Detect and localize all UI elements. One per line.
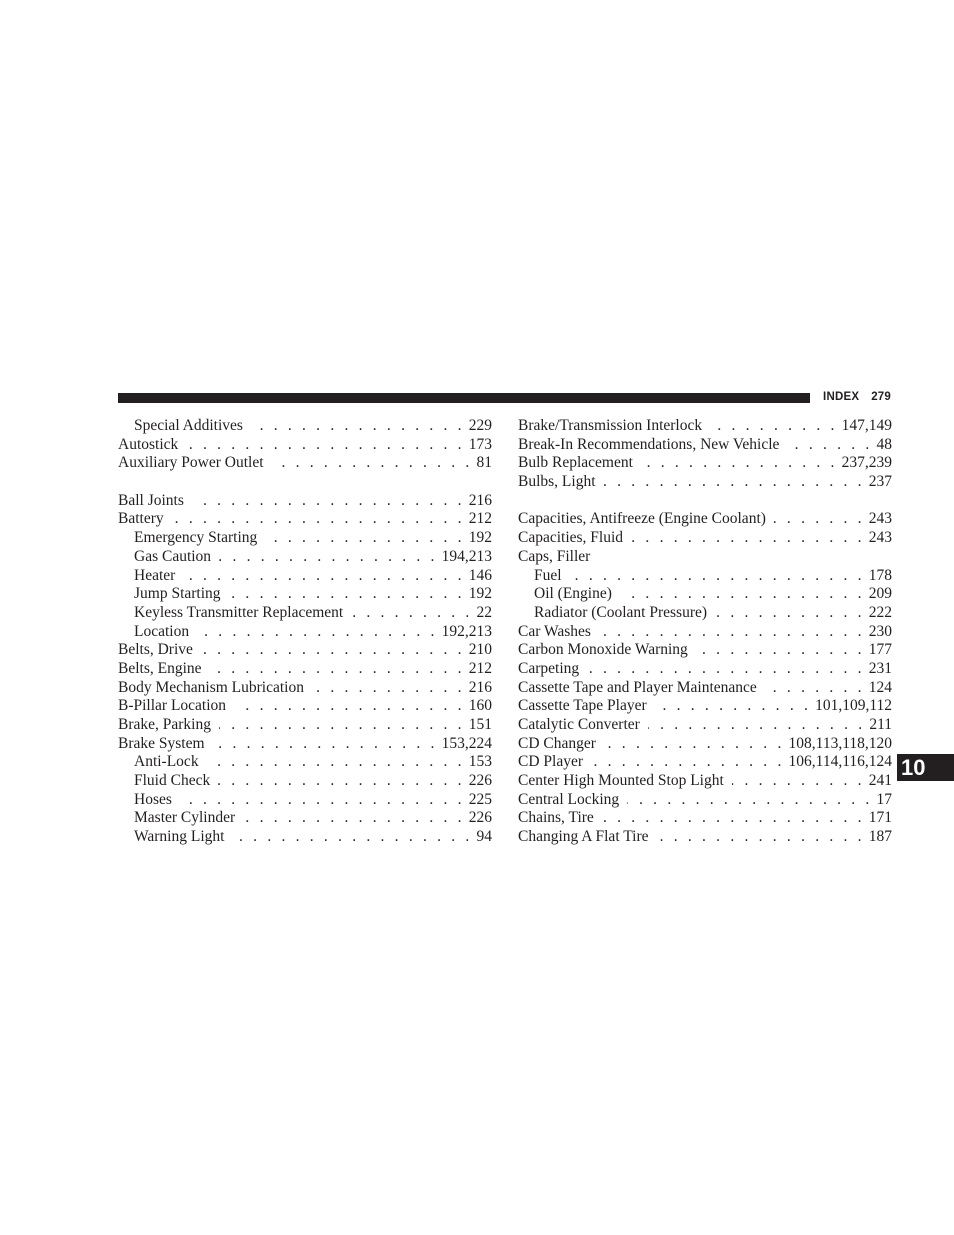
entry-page-ref: 17 xyxy=(876,790,892,808)
dot-leader xyxy=(172,510,465,529)
entry-page-ref: 147,149 xyxy=(841,417,892,434)
dot-leader xyxy=(774,510,865,529)
entry-label: Central Locking xyxy=(518,790,620,808)
index-subentry xyxy=(118,548,492,567)
dot-leader xyxy=(620,585,865,604)
index-subentry xyxy=(118,529,492,548)
entry-label: Hoses xyxy=(134,790,172,808)
index-entry xyxy=(118,454,492,473)
entry-page-ref: 187 xyxy=(868,828,892,846)
entry-page-ref: 192 xyxy=(468,585,492,603)
index-group-gap xyxy=(518,492,892,511)
entry-label: Chains, Tire xyxy=(518,809,594,827)
dot-leader xyxy=(570,567,865,586)
entry-page-ref: 222 xyxy=(868,603,892,621)
index-entry xyxy=(118,641,492,660)
dot-leader xyxy=(243,809,465,828)
entry-page-ref: 243 xyxy=(868,510,892,528)
entry-label: Cassette Tape Player xyxy=(518,697,647,715)
entry-label: B-Pillar Location xyxy=(118,697,227,715)
entry-label: Center High Mounted Stop Light xyxy=(518,772,724,790)
dot-leader xyxy=(229,585,465,604)
index-entry xyxy=(518,772,892,791)
index-entry xyxy=(118,679,492,698)
dot-leader xyxy=(787,436,872,455)
index-entry xyxy=(118,492,492,511)
entry-label: Ball Joints xyxy=(118,491,184,509)
entry-page-ref: 211 xyxy=(869,716,892,733)
index-entry xyxy=(518,809,892,828)
index-subentry xyxy=(118,417,492,436)
dot-leader xyxy=(213,735,438,754)
index-entry xyxy=(118,660,492,679)
entry-page-ref: 230 xyxy=(868,622,892,640)
entry-label: Radiator (Coolant Pressure) xyxy=(534,603,708,621)
entry-page-ref: 216 xyxy=(468,491,492,509)
dot-leader xyxy=(591,753,785,772)
dot-leader xyxy=(210,660,465,679)
entry-label: Brake/Transmission Interlock xyxy=(518,417,703,434)
entry-page-ref: 94 xyxy=(476,828,492,846)
dot-leader xyxy=(234,697,465,716)
index-entry xyxy=(518,623,892,642)
index-entry xyxy=(518,697,892,716)
index-subentry xyxy=(518,585,892,604)
entry-page-ref: 160 xyxy=(468,697,492,715)
dot-leader xyxy=(657,828,865,847)
running-header xyxy=(823,389,891,405)
entry-label: Belts, Engine xyxy=(118,659,202,677)
entry-page-ref: 106,114,116,124 xyxy=(788,753,892,771)
dot-leader xyxy=(272,454,473,473)
entry-label: Emergency Starting xyxy=(134,529,258,547)
entry-page-ref: 177 xyxy=(868,641,892,659)
index-subentry xyxy=(118,567,492,586)
entry-label: Capacities, Antifreeze (Engine Coolant) xyxy=(518,510,766,528)
entry-page-ref: 146 xyxy=(468,566,492,584)
dot-leader xyxy=(219,716,465,735)
page-number: 279 xyxy=(871,391,891,403)
entry-page-ref: 151 xyxy=(468,716,492,733)
dot-leader xyxy=(715,604,865,623)
entry-label: Break-In Recommendations, New Vehicle xyxy=(518,435,780,453)
entry-page-ref: 101,109,112 xyxy=(815,697,892,715)
index-entry xyxy=(518,791,892,810)
index-entry xyxy=(118,436,492,455)
index-entry xyxy=(518,660,892,679)
entry-label: Anti-Lock xyxy=(134,753,199,771)
entry-page-ref: 237 xyxy=(868,473,892,491)
dot-leader xyxy=(627,791,872,810)
entry-label: Brake System xyxy=(118,734,205,752)
entry-label: Battery xyxy=(118,510,164,528)
entry-label: Gas Caution xyxy=(134,547,212,565)
index-subentry xyxy=(118,791,492,810)
entry-label: Autostick xyxy=(118,435,179,453)
dot-leader xyxy=(180,791,465,810)
entry-label: Jump Starting xyxy=(134,585,221,603)
entry-label: Belts, Drive xyxy=(118,641,193,659)
dot-leader xyxy=(219,548,438,567)
index-entry xyxy=(518,454,892,473)
dot-leader xyxy=(604,735,785,754)
dot-leader xyxy=(765,679,865,698)
index-entry xyxy=(518,679,892,698)
index-entry xyxy=(118,716,492,735)
dot-leader xyxy=(602,809,865,828)
entry-page-ref: 173 xyxy=(468,435,492,453)
entry-label: Fuel xyxy=(534,566,562,584)
entry-page-ref: 226 xyxy=(468,772,492,790)
entry-label: Bulbs, Light xyxy=(518,473,596,491)
chapter-tab: 10 xyxy=(897,754,954,781)
dot-leader xyxy=(183,567,464,586)
entry-label: Catalytic Converter xyxy=(518,716,640,733)
entry-page-ref: 108,113,118,120 xyxy=(788,734,892,752)
entry-label: Carbon Monoxide Warning xyxy=(518,641,688,659)
index-entry xyxy=(518,436,892,455)
entry-label: Changing A Flat Tire xyxy=(518,828,649,846)
entry-label: Heater xyxy=(134,566,176,584)
entry-label: CD Player xyxy=(518,753,584,771)
entry-label: Cassette Tape and Player Maintenance xyxy=(518,678,757,696)
index-column-right xyxy=(518,417,892,847)
entry-label: Auxiliary Power Outlet xyxy=(118,454,264,472)
index-subentry xyxy=(118,604,492,623)
dot-leader xyxy=(251,417,465,436)
entry-page-ref: 48 xyxy=(876,435,892,453)
dot-leader xyxy=(655,697,811,716)
index-subentry xyxy=(118,809,492,828)
index-subentry xyxy=(118,623,492,642)
entry-page-ref: 226 xyxy=(468,809,492,827)
entry-label: Brake, Parking xyxy=(118,716,211,733)
entry-page-ref: 81 xyxy=(476,454,492,472)
index-subentry xyxy=(118,828,492,847)
index-entry xyxy=(518,716,892,735)
dot-leader xyxy=(587,660,865,679)
index-column-left xyxy=(118,417,492,847)
entry-label: Special Additives xyxy=(134,417,243,434)
entry-label: Bulb Replacement xyxy=(518,454,633,472)
dot-leader xyxy=(599,623,865,642)
dot-leader xyxy=(186,436,464,455)
entry-page-ref: 153,224 xyxy=(441,734,492,752)
section-title: INDEX xyxy=(823,391,860,403)
dot-leader xyxy=(312,679,465,698)
index-entry xyxy=(118,510,492,529)
index-group-gap xyxy=(118,473,492,492)
entry-label: Warning Light xyxy=(134,828,225,846)
index-entry xyxy=(518,735,892,754)
index-entry xyxy=(518,510,892,529)
entry-page-ref: 153 xyxy=(468,753,492,771)
index-subentry xyxy=(518,604,892,623)
entry-page-ref: 124 xyxy=(868,678,892,696)
index-entry xyxy=(118,735,492,754)
dot-leader xyxy=(232,828,472,847)
entry-page-ref: 237,239 xyxy=(841,454,892,472)
entry-page-ref: 212 xyxy=(468,659,492,677)
dot-leader xyxy=(696,641,865,660)
entry-page-ref: 231 xyxy=(868,659,892,677)
index-entry xyxy=(518,828,892,847)
entry-page-ref: 210 xyxy=(468,641,492,659)
dot-leader xyxy=(201,641,465,660)
dot-leader xyxy=(641,454,838,473)
entry-page-ref: 22 xyxy=(476,603,492,621)
index-entry xyxy=(118,697,492,716)
index-entry xyxy=(518,473,892,492)
entry-label: Fluid Check xyxy=(134,772,211,790)
entry-page-ref: 216 xyxy=(468,678,492,696)
entry-label: CD Changer xyxy=(518,734,596,752)
entry-label: Oil (Engine) xyxy=(534,585,612,603)
index-subentry xyxy=(118,585,492,604)
dot-leader xyxy=(648,716,866,735)
dot-leader xyxy=(192,492,465,511)
dot-leader xyxy=(351,604,472,623)
dot-leader xyxy=(218,772,465,791)
entry-page-ref: 229 xyxy=(468,417,492,434)
entry-label: Carpeting xyxy=(518,659,580,677)
entry-label: Location xyxy=(134,622,190,640)
header-rule xyxy=(118,393,810,403)
entry-label: Body Mechanism Lubrication xyxy=(118,678,304,696)
index-entry xyxy=(518,753,892,772)
entry-page-ref: 171 xyxy=(868,809,892,827)
dot-leader xyxy=(197,623,438,642)
dot-leader xyxy=(604,473,865,492)
dot-leader xyxy=(710,417,838,436)
dot-leader xyxy=(732,772,865,791)
index-entry xyxy=(518,417,892,436)
entry-page-ref: 178 xyxy=(868,566,892,584)
entry-page-ref: 243 xyxy=(868,529,892,547)
dot-leader xyxy=(207,753,465,772)
entry-page-ref: 225 xyxy=(468,790,492,808)
entry-page-ref: 192 xyxy=(468,529,492,547)
entry-label: Keyless Transmitter Replacement xyxy=(134,603,344,621)
index-subentry xyxy=(118,772,492,791)
index-subentry xyxy=(118,753,492,772)
index-subentry xyxy=(518,567,892,586)
entry-label: Capacities, Fluid xyxy=(518,529,624,547)
index-entry xyxy=(518,548,892,567)
entry-page-ref: 241 xyxy=(868,772,892,790)
entry-label: Car Washes xyxy=(518,622,591,640)
dot-leader xyxy=(265,529,464,548)
index-entry xyxy=(518,529,892,548)
entry-page-ref: 209 xyxy=(868,585,892,603)
dot-leader xyxy=(631,529,865,548)
entry-page-ref: 192,213 xyxy=(441,622,492,640)
entry-page-ref: 194,213 xyxy=(441,547,492,565)
entry-page-ref: 212 xyxy=(468,510,492,528)
entry-label: Caps, Filler xyxy=(518,547,591,565)
entry-label: Master Cylinder xyxy=(134,809,236,827)
index-entry xyxy=(518,641,892,660)
